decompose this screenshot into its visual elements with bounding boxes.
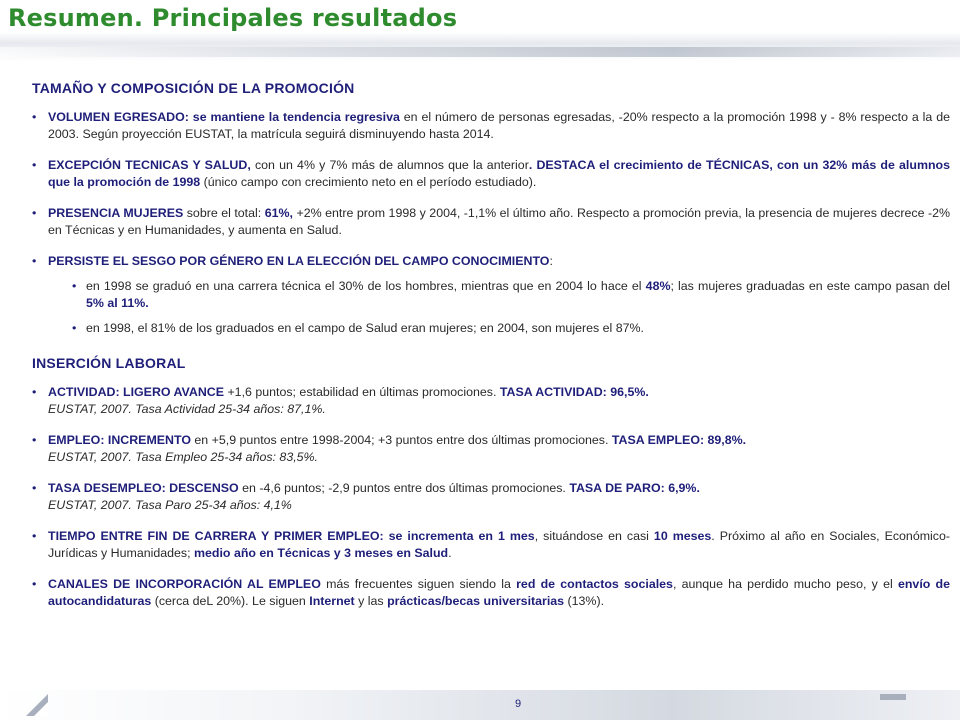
bullet-dot: • [32,206,37,220]
bullet-empleo: • EMPLEO: INCREMENTO en +5,9 puntos entre 1998-2004; +3 puntos entre dos últimas promociones. TASA EMPLEO: 89,8%. EUSTAT, 2007. Tasa Empleo 25-34 años: 83,5%. [32,432,950,466]
bullet-tiempo: • TIEMPO ENTRE FIN DE CARRERA Y PRIMER EMPLEO: se incrementa en 1 mes, situándose en casi 10 meses. Próximo al año en Sociales, Económico-Jurídicas y Humanidades; medio año en Técnicas y 3 meses en Salud. [32,529,950,560]
bullet-dot: • [32,577,37,591]
bullet-dot: • [32,254,37,268]
eustat-note: EUSTAT, 2007. Tasa Paro 25-34 años: 4,1% [48,498,292,512]
bullet-actividad: • ACTIVIDAD: LIGERO AVANCE +1,6 puntos; estabilidad en últimas promociones. TASA ACTIVIDAD: 96,5%. EUSTAT, 2007. Tasa Actividad 25-34 años: 87,1%. [32,384,950,418]
sub-bullet-dot: • [72,279,77,293]
header-decor-line [0,47,960,57]
bullet-volumen: • VOLUMEN EGRESADO: se mantiene la tendencia regresiva en el número de personas egresadas, -20% respecto a la promoción 1998 y - 8% respecto a la de 2003. Según proyección EUSTAT, la matrícula seguirá disminuyendo hasta 2014. [32,110,950,141]
bullet-desempleo: • TASA DESEMPLEO: DESCENSO en -4,6 puntos; -2,9 puntos entre dos últimas promociones. TASA DE PARO: 6,9%. EUSTAT, 2007. Tasa Paro 25-34 años: 4,1% [32,480,950,514]
bullet-canales: • CANALES DE INCORPORACIÓN AL EMPLEO más frecuentes siguen siendo la red de contactos sociales, aunque ha perdido mucho peso, y el envío de autocandidaturas (cerca deL 20%). Le siguen Internet y las prácticas/becas universitarias (13%). [32,577,951,608]
sub-bullet-tecnicas: • en 1998 se graduó en una carrera técnica el 30% de los hombres, mientras que en 2004 lo hace el 48%; las mujeres graduadas en este campo pasan del 5% al 11%. [72,279,950,310]
bullet-dot: • [32,110,37,124]
bullet-mujeres: • PRESENCIA MUJERES sobre el total: 61%, +2% entre prom 1998 y 2004, -1,1% el último año. Respecto a promoción previa, la presencia de mujeres decrece -2% en Técnicas y en Humanidades, y aumenta en Salud. [32,206,950,237]
bullet-dot: • [32,385,37,399]
bullet-dot: • [32,433,37,447]
footer-bar-decor [880,694,906,700]
bullet-dot: • [32,529,37,543]
page-number: 9 [515,698,522,710]
sub-bullet-dot: • [72,321,77,335]
section-title-insercion: INSERCIÓN LABORAL [32,355,186,371]
section-title-promocion: TAMAÑO Y COMPOSICIÓN DE LA PROMOCIÓN [32,80,355,96]
bullet-dot: • [32,158,37,172]
sub-bullet-salud: • en 1998, el 81% de los graduados en el campo de Salud eran mujeres; en 2004, son mujeres el 87%. [72,321,644,335]
bullet-sesgo: • PERSISTE EL SESGO POR GÉNERO EN LA ELECCIÓN DEL CAMPO CONOCIMIENTO: [32,254,553,268]
page-title: Resumen. Principales resultados [8,4,458,32]
eustat-note: EUSTAT, 2007. Tasa Actividad 25-34 años: 87,1%. [48,402,326,416]
bullet-dot: • [32,481,37,495]
footer-band [0,690,960,720]
slide-content [32,80,950,622]
footer-triangle-inner-decor [34,702,48,716]
bullet-excepcion: • EXCEPCIÓN TECNICAS Y SALUD, con un 4% y 7% más de alumnos que la anterior. DESTACA el crecimiento de TÉCNICAS, con un 32% más de alumnos que la promoción de 1998 (único campo con crecimiento neto en el período estudiado). [32,158,950,189]
eustat-note: EUSTAT, 2007. Tasa Empleo 25-34 años: 83,5%. [48,450,319,464]
